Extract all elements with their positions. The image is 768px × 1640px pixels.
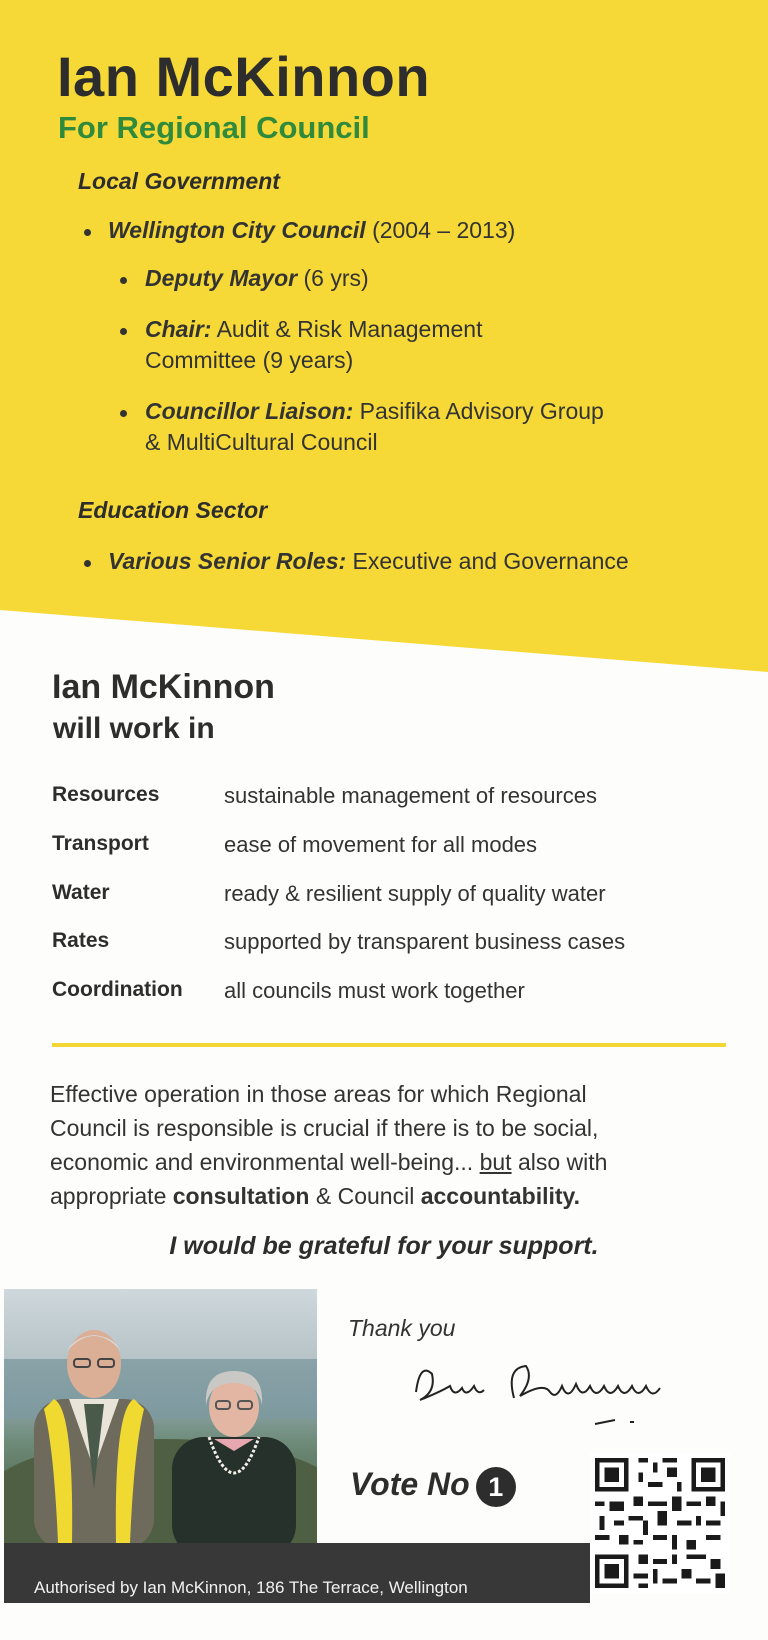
wcc-years: (2004 – 2013) [372,217,516,243]
list-item-senior [108,546,629,577]
vote-text: Vote No [350,1466,470,1502]
list-item-chair [145,314,482,376]
statement-consultation: consultation [172,1183,310,1209]
work-name: Ian McKinnon [52,668,275,706]
senior-detail: Executive and Governance [352,548,629,574]
chair-detail-2: Committee (9 years) [145,347,354,373]
yellow-divider [52,1043,726,1047]
area-label-water: Water [52,881,110,904]
bullet [120,410,127,417]
statement-paragraph [50,1077,740,1213]
statement-line-1: Effective operation in those areas for which Regional [50,1081,587,1107]
statement-accountability: accountability. [420,1183,581,1209]
area-label-transport: Transport [52,832,149,855]
chair-detail-1: Audit & Risk Management [216,316,483,342]
bullet [84,560,91,567]
list-item-deputy [145,263,369,294]
photo-man [14,1309,174,1543]
chair-role: Chair: [145,316,212,342]
liaison-detail-2: & MultiCultural Council [145,429,378,455]
thank-you-text: Thank you [348,1315,456,1341]
education-heading: Education Sector [78,497,268,523]
candidate-subtitle: For Regional Council [58,110,370,145]
bullet [84,229,91,236]
list-item-liaison [145,396,604,458]
statement-line-4c: & Council [309,1183,421,1209]
area-desc-transport: ease of movement for all modes [224,832,538,857]
statement-line-3a: economic and environmental well-being... [50,1149,480,1175]
statement-but: but [479,1149,512,1175]
candidate-photo [4,1289,317,1543]
qr-code [590,1453,730,1593]
vote-number-badge: 1 [476,1467,516,1507]
area-desc-coordination: all councils must work together [224,978,525,1003]
senior-role: Various Senior Roles: [108,548,347,574]
statement-line-3c: also with [511,1149,608,1175]
vote-label [350,1466,516,1507]
area-desc-water: ready & resilient supply of quality water [224,881,606,906]
authorisation-statement: Authorised by Ian McKinnon, 186 The Terrace, Wellington [34,1578,468,1597]
statement-line-2: Council is responsible is crucial if there is to be social, [50,1115,599,1141]
photo-woman [164,1359,304,1543]
area-label-resources: Resources [52,783,160,806]
area-label-rates: Rates [52,929,110,952]
deputy-role: Deputy Mayor [145,265,298,291]
candidate-name: Ian McKinnon [57,45,431,108]
area-desc-resources: sustainable management of resources [224,783,597,808]
liaison-detail-1: Pasifika Advisory Group [359,398,604,424]
list-item-wcc [108,215,515,246]
bullet [120,328,127,335]
signature [410,1352,700,1432]
deputy-detail: (6 yrs) [303,265,369,291]
wcc-role: Wellington City Council [108,217,366,243]
bullet [120,277,127,284]
work-subtitle: will work in [53,712,215,745]
liaison-role: Councillor Liaison: [145,398,354,424]
statement-line-4a: appropriate [50,1183,173,1209]
local-government-heading: Local Government [78,168,280,194]
area-desc-rates: supported by transparent business cases [224,929,626,954]
area-label-coordination: Coordination [52,978,183,1001]
support-line: I would be grateful for your support. [169,1232,599,1260]
